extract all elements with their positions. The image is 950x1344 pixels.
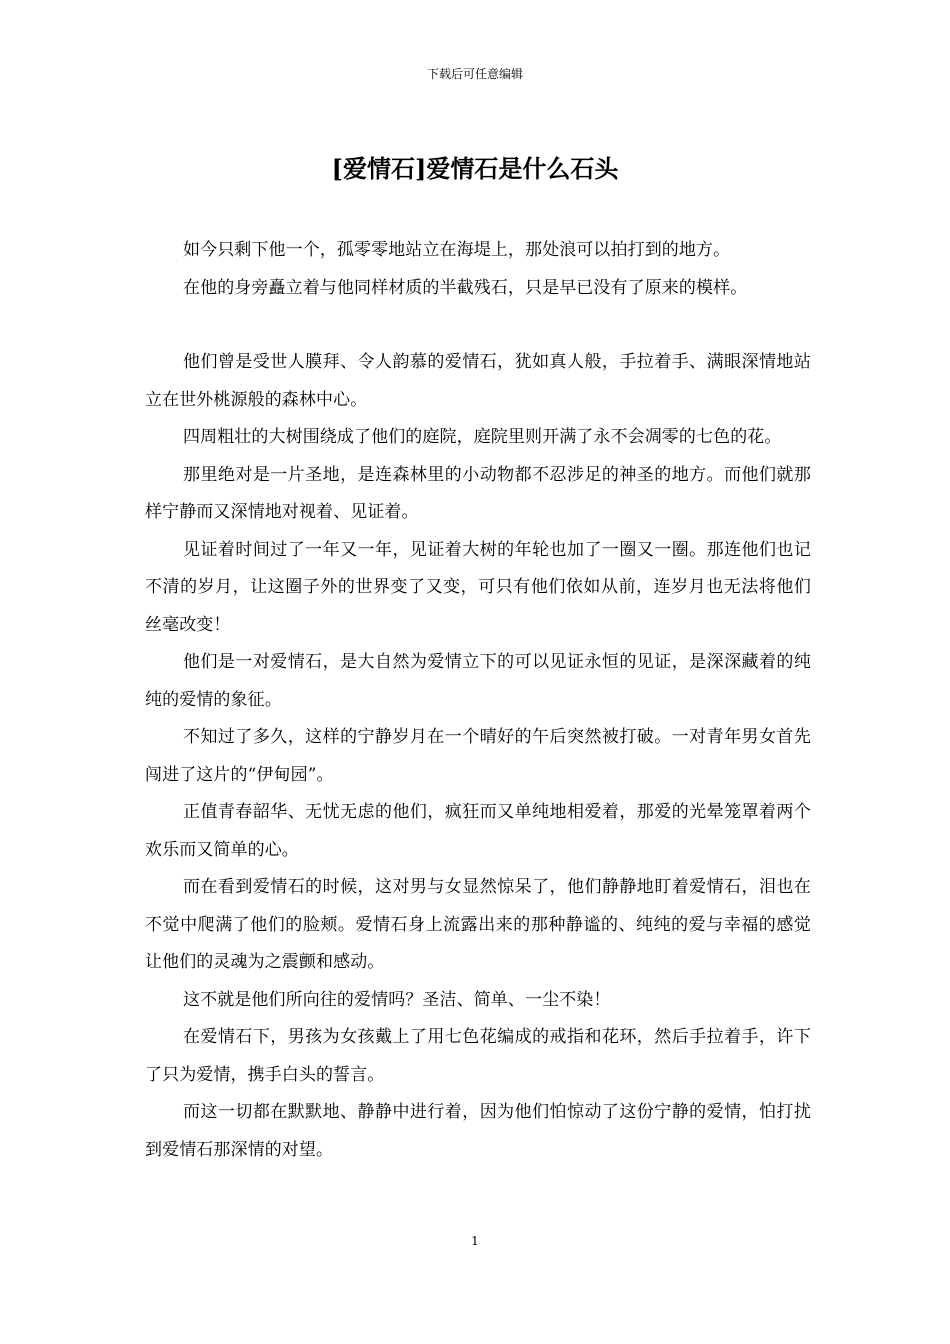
paragraph: 不知过了多久，这样的宁静岁月在一个晴好的午后突然被打破。一对青年男女首先闯进了这片的“伊甸园”。	[145, 727, 811, 785]
document-body	[145, 232, 811, 1169]
paragraph: 正值青春韶华、无忧无虑的他们，疯狂而又单纯地相爱着，那爱的光晕笼罩着两个欢乐而又简单的心。	[145, 802, 811, 860]
header-note: 下载后可任意编辑	[426, 67, 523, 81]
document-title: [爱情石]爱情石是什么石头	[331, 154, 619, 183]
paragraph: 而在看到爱情石的时候，这对男与女显然惊呆了，他们静静地盯着爱情石，泪也在不觉中爬满了他们的脸颊。爱情石身上流露出来的那种静谧的、纯纯的爱与幸福的感觉让他们的灵魂为之震颤和感动。	[145, 877, 811, 972]
paragraph: 在他的身旁矗立着与他同样材质的半截残石，只是早已没有了原来的模样。	[183, 277, 748, 298]
page-number: 1	[471, 1234, 479, 1248]
paragraph: 这不就是他们所向往的爱情吗？圣洁、简单、一尘不染！	[183, 989, 611, 1010]
paragraph: 在爱情石下，男孩为女孩戴上了用七色花编成的戒指和花环，然后手拉着手，许下了只为爱情，携手白头的誓言。	[145, 1027, 811, 1085]
paragraph: 四周粗壮的大树围绕成了他们的庭院，庭院里则开满了永不会凋零的七色的花。	[183, 427, 782, 447]
paragraph: 那里绝对是一片圣地，是连森林里的小动物都不忍涉足的神圣的地方。而他们就那样宁静而又深情地对视着、见证着。	[145, 464, 811, 522]
paragraph: 如今只剩下他一个，孤零零地站立在海堤上，那处浪可以拍打到的地方。	[183, 240, 731, 260]
paragraph: 见证着时间过了一年又一年，见证着大树的年轮也加了一圈又一圈。那连他们也记不清的岁月，让这圈子外的世界变了又变，可只有他们依如从前，连岁月也无法将他们丝毫改变！	[145, 539, 811, 635]
paragraph: 他们曾是受世人膜拜、令人韵慕的爱情石，犹如真人般，手拉着手、满眼深情地站立在世外桃源般的森林中心。	[145, 352, 811, 410]
paragraph: 而这一切都在默默地、静静中进行着，因为他们怕惊动了这份宁静的爱情，怕打扰到爱情石那深情的对望。	[145, 1102, 811, 1160]
paragraph-spacer	[145, 307, 811, 344]
paragraph: 他们是一对爱情石，是大自然为爱情立下的可以见证永恒的见证，是深深藏着的纯纯的爱情的象征。	[145, 652, 811, 710]
